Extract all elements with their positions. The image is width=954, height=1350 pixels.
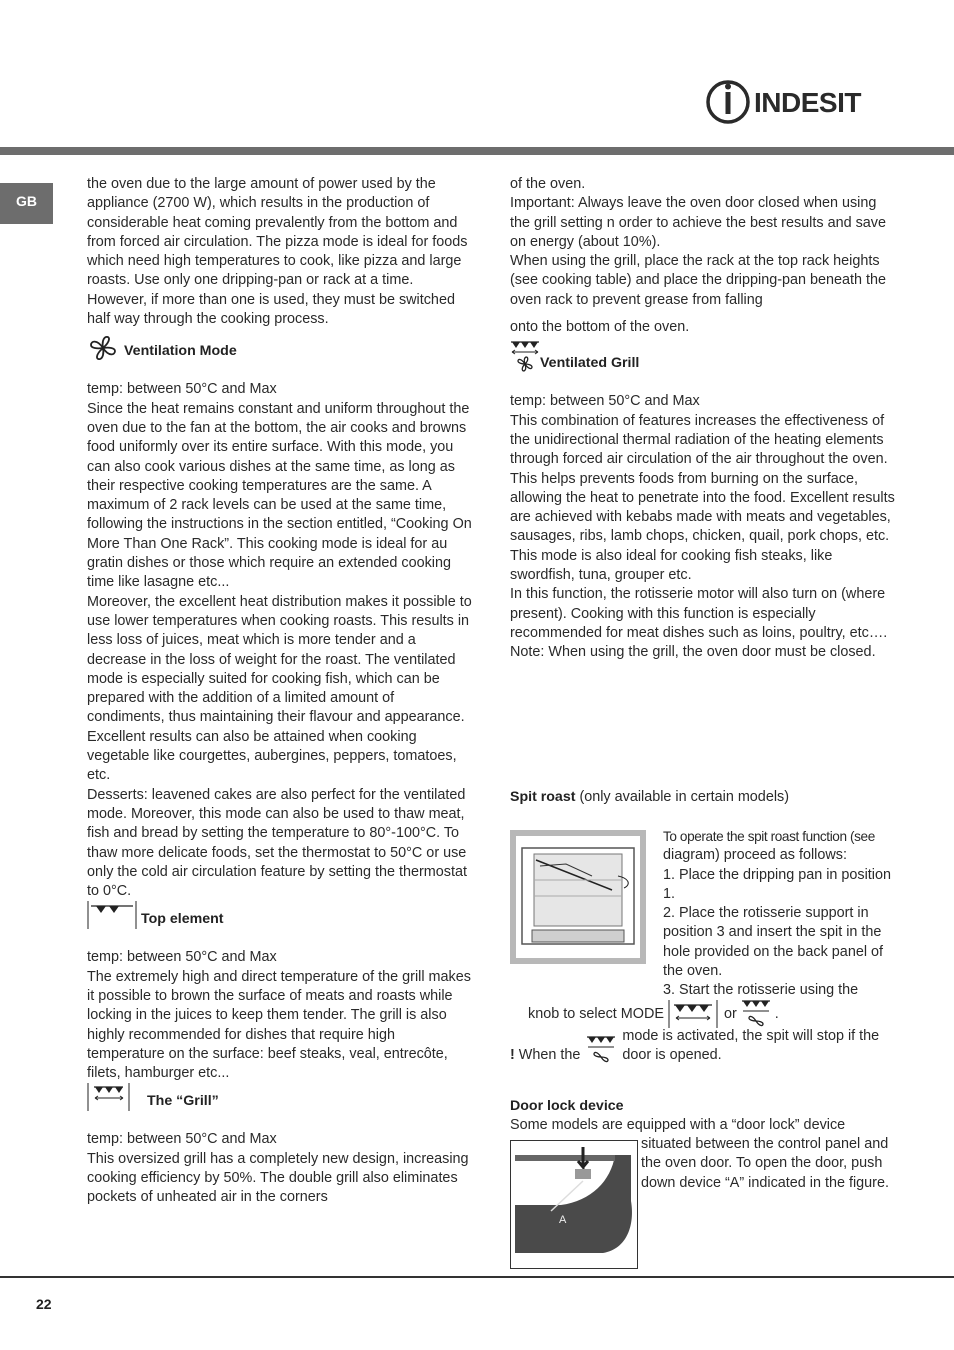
ventilated-grill-temp: temp: between 50°C and Max — [510, 393, 700, 410]
spit-step-2: 2. Place the rotisserie support in position 3 and insert the spit in the hole provided on the back panel of the oven. — [663, 905, 884, 980]
ventilation-title: Ventilation Mode — [124, 343, 237, 360]
grill-title: The “Grill” — [147, 1093, 219, 1110]
fan-icon — [87, 335, 119, 361]
warning-mark: ! — [510, 1047, 515, 1064]
spit-knob-text: knob to select MODE — [528, 1005, 664, 1022]
spit-step-3: 3. Start the rotisserie using the — [663, 982, 859, 999]
ventilated-grill-mode-icon — [741, 998, 771, 1030]
spit-warning — [510, 1027, 900, 1066]
spit-roast-subtitle: (only available in certain models) — [579, 789, 790, 805]
intro-paragraph: the oven due to the large amount of power used by the appliance (2700 W), which results in the production of considerable heat coming prevalently from the bottom and from forced air circulation. The pizza mode is ideal for foods which need high temperatures to cook, like pizza and large roasts. Use only one dripping-pan or rack at a time. However, if more than one is used, they must be switched half way through the cooking process. — [87, 176, 468, 328]
left-column — [87, 175, 472, 1208]
ventilated-grill-icon — [510, 339, 540, 373]
warning-post-1: mode is activated, the spit will stop if the door is opened. — [622, 1028, 880, 1064]
spit-knob-line — [528, 998, 908, 1030]
spit-or-text: or — [723, 1005, 737, 1022]
spit-roast-instructions — [663, 827, 903, 1001]
grill-icon — [87, 1083, 131, 1111]
ventilation-temp: temp: between 50°C and Max — [87, 381, 277, 398]
grill-paragraph: This oversized grill has a completely new design, increasing cooking efficiency by 50%. The double grill also eliminates pockets of unheated air in the corners — [87, 1150, 469, 1206]
door-lock-diagram — [510, 1140, 638, 1269]
grill-rack-note: When using the grill, place the rack at the top rack heights (see cooking table) and place the dripping-pan beneath the oven rack to prevent grease from falling — [510, 253, 887, 308]
spit-caption-lead: To operate the spit roast function (see — [663, 829, 875, 844]
indesit-logo — [706, 78, 876, 126]
brand-name: INDESIT — [754, 87, 861, 118]
spit-roast-diagram — [510, 830, 646, 964]
ventilated-grill-paragraph-2: In this function, the rotisserie motor will also turn on (where present). Cooking with this function is especially recommended for meat dishes such as loins, poultry, etc…. — [510, 586, 888, 641]
spit-caption: diagram) proceed as follows: — [663, 847, 847, 864]
grill-continued: of the oven. — [510, 176, 586, 192]
footer-rule — [0, 1276, 954, 1278]
grill-important: Important: Always leave the oven door closed when using the grill setting n order to achieve the best results and save on energy (about 10%). — [510, 195, 886, 250]
grill-temp: temp: between 50°C and Max — [87, 1131, 277, 1148]
language-tab: GB — [0, 183, 53, 224]
grill-heading — [87, 1083, 472, 1111]
top-element-icon — [87, 901, 137, 929]
warning-pre: When the — [518, 1047, 581, 1064]
top-element-temp: temp: between 50°C and Max — [87, 949, 277, 966]
door-lock-section — [510, 1097, 900, 1136]
ventilated-grill-title: Ventilated Grill — [540, 355, 640, 372]
door-lock-paragraph-2: situated between the control panel and the oven door. To open the door, push down device “A” indicated in the figure. — [641, 1136, 889, 1191]
ventilation-paragraph-2: Moreover, the excellent heat distribution makes it possible to use lower temperatures when cooking roasts. This results in less loss of juices, meat which is more tender and a decrease in the loss of weight for the roast. The ventilated mode is especially suited for cooking fish, which can be prepared with the addition of a limited amount of condiments, thus maintaining their flavour and appearance. Excellent results can also be attained when cooking vegetable like courgettes, aubergines, peppers, tomatoes, etc. — [87, 593, 472, 784]
ventilated-grill-heading — [510, 339, 900, 373]
spit-step-1: 1. Place the dripping pan in position 1. — [663, 866, 892, 902]
door-lock-title: Door lock device — [510, 1098, 624, 1114]
ventilation-paragraph-3: Desserts: leavened cakes are also perfect for the ventilated mode. Moreover, this mode can also be used to thaw meat, fish and bread by setting the temperature to 80°-100°C. To thaw more delicate foods, set the thermostat to 50°C or use only the cold air circulation feature by setting the thermostat to 0°C. — [87, 786, 467, 900]
grill-rack-note-end: onto the bottom of the oven. — [510, 319, 690, 336]
ventilated-grill-warning-icon — [586, 1034, 616, 1066]
top-element-paragraph: The extremely high and direct temperature of the grill makes it possible to brown the surface of meats and roasts while locking in the juices to keep them tender. The grill is also highly recommended for dishes that require high temperature on the surface: beef steaks, veal, entrecôte, filets, hamburger etc... — [87, 968, 471, 1082]
door-lock-paragraph-1: Some models are equipped with a “door lock” device — [510, 1117, 846, 1134]
ventilated-grill-paragraph-1: This combination of features increases the effectiveness of the unidirectional thermal radiation of the heating elements through forced air circulation of the air throughout the oven. This helps prevents foods from burning on the surface, allowing the heat to penetrate into the food. Excellent results are achieved with kebabs made with meats and vegetables, sausages, ribs, lamb chops, chicken, quail, pork chops, etc. This mode is also ideal for cooking fish steaks, like swordfish, tuna, grouper etc. — [510, 412, 895, 584]
spit-roast-title: Spit roast — [510, 789, 576, 805]
page-number: 22 — [36, 1296, 52, 1312]
grill-mode-icon — [668, 1000, 718, 1028]
ventilation-heading — [87, 335, 472, 361]
right-column — [510, 175, 900, 663]
door-lock-label-a: A — [559, 1214, 567, 1226]
ventilation-paragraph-1: Since the heat remains constant and uniform throughout the oven due to the fan at the bottom, the air cooks and browns food uniformly over its entire surface. With this mode, you can also cook various dishes at the same time, as long as their respective cooking temperatures are the same. A maximum of 2 rack levels can be used at the same time, following the instructions in the section entitled, “Cooking On More Than One Rack”. This cooking mode is ideal for au gratin dishes or those which require an extended cooking time like lasagne etc... — [87, 400, 472, 591]
header-rule — [0, 147, 954, 155]
spit-period: . — [774, 1005, 779, 1022]
top-element-title: Top element — [141, 911, 224, 928]
top-element-heading — [87, 901, 472, 929]
spit-roast-heading — [510, 788, 900, 807]
ventilated-grill-paragraph-3: Note: When using the grill, the oven door must be closed. — [510, 644, 876, 661]
